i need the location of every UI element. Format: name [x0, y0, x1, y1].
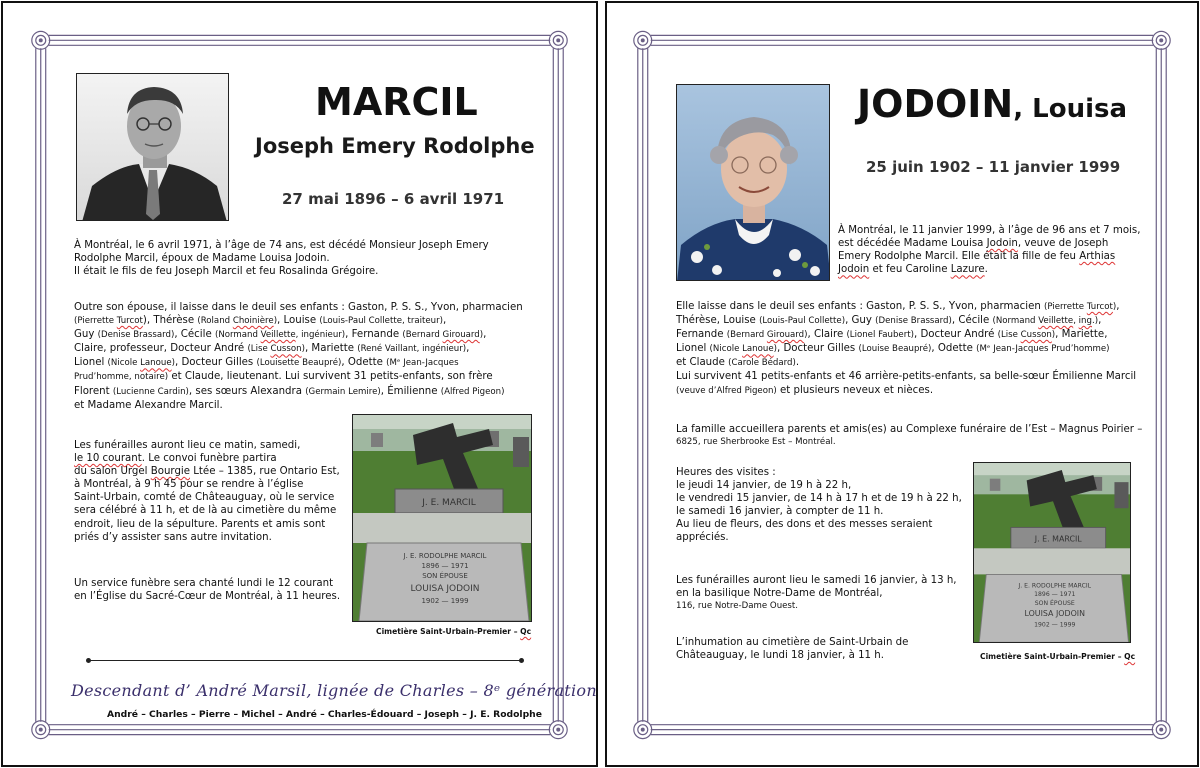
text-span: (Normand: [214, 330, 261, 341]
portrait-photo-rodolphe: [76, 73, 229, 221]
tombstone-caption: [980, 652, 1135, 661]
text-span: , Odette: [341, 357, 387, 369]
text-span: est décédée Madame Louisa: [838, 238, 987, 250]
paragraph-death-notice: [74, 239, 544, 278]
text-line: À Montréal, le 6 avril 1971, à l’âge de 74 ans, est décédé Monsieur Joseph Emery: [74, 240, 489, 251]
text-span: ): [1112, 302, 1117, 312]
surname-marcil: MARCIL: [315, 80, 478, 124]
tomb-engraving-line: 1902 — 1999: [421, 597, 469, 605]
text-span: (René Vaillant, ingénieur): [357, 344, 467, 355]
text-span: (Bernard: [402, 330, 443, 341]
text-span: du salon Urgel: [74, 466, 151, 478]
text-span: (Roland: [197, 316, 233, 327]
text-line: le samedi 16 janvier, à compter de 11 h.: [676, 506, 884, 518]
tomb-engraving-line: LOUISA JODOIN: [410, 584, 480, 594]
text-span: Veillette: [260, 330, 296, 341]
text-line: Au lieu de fleurs, des dons et des messes seraient: [676, 519, 933, 531]
given-name-text: , Louisa: [1013, 94, 1128, 124]
tomb-engraving-line: 1896 — 1971: [421, 562, 469, 570]
text-line: Il était le fils de feu Joseph Marcil et feu Rosalinda Grégoire.: [74, 266, 379, 278]
tombstone-caption: [376, 627, 531, 636]
text-line: [676, 314, 1161, 328]
text-span: , Docteur André: [913, 329, 998, 341]
text-span: , Mariette: [304, 343, 358, 355]
paragraph-funeral: [74, 439, 344, 544]
text-span: (Alfred Pigeon): [440, 386, 505, 397]
text-span: .: [984, 264, 988, 276]
text-span: le 10 courant: [74, 453, 142, 465]
text-line: [74, 356, 554, 370]
text-line: 6825, rue Sherbrooke Est – Montréal.: [676, 437, 836, 448]
caption-text: Cimetière Saint-Urbain-Premier –: [376, 627, 521, 636]
text-span: , Docteur Gilles: [776, 343, 859, 355]
text-line: Heures des visites :: [676, 467, 776, 478]
text-line: appréciés.: [676, 532, 729, 544]
text-span: (Pierrette: [74, 316, 117, 327]
text-span: Veillette: [1038, 316, 1074, 327]
text-span: (Nicole: [709, 344, 743, 355]
text-line: Rodolphe Marcil, époux de Madame Louisa Jodoin.: [74, 253, 330, 265]
text-line: Saint-Urbain, comté de Châteauguay, où le service: [74, 492, 335, 504]
tomb-engraving-top: J. E. MARCIL: [1034, 534, 1082, 544]
text-span: Lionel: [676, 343, 710, 355]
obituary-page-marcil: [1, 1, 598, 767]
text-span: Elle laisse dans le deuil ses enfants : Gaston, P. S. S., Yvon, pharmacien: [676, 301, 1045, 312]
text-line: [74, 342, 554, 356]
text-span: (Carole Bédard): [728, 358, 796, 369]
text-span: Jodoin: [838, 264, 870, 276]
text-span: et plusieurs neveux et nièces.: [776, 384, 934, 396]
tomb-engraving-line: LOUISA JODOIN: [1024, 609, 1086, 619]
text-span: ): [773, 344, 777, 355]
text-span: Cusson: [270, 344, 302, 355]
text-span: , Mariette,: [1055, 329, 1108, 341]
text-span: (Nicole: [107, 358, 141, 369]
text-span: ): [1051, 330, 1056, 341]
text-line: [838, 263, 1158, 276]
tombstone-photo: [973, 462, 1131, 643]
text-span: Fernande: [676, 329, 727, 341]
paragraph-burial: [676, 636, 976, 662]
text-span: Jodoin: [986, 238, 1018, 250]
text-line: en la basilique Notre-Dame de Montréal,: [676, 588, 883, 600]
text-line: [74, 370, 554, 384]
life-dates-rodolphe: 27 mai 1896 – 6 avril 1971: [282, 190, 505, 208]
text-span: Cusson: [1020, 330, 1052, 341]
text-span: , Docteur Gilles: [174, 357, 257, 369]
text-line: [676, 356, 1161, 370]
tomb-engraving-line: J. E. RODOLPHE MARCIL: [1018, 582, 1092, 590]
paragraph-death-notice: [838, 224, 1158, 276]
text-line: [838, 237, 1158, 250]
tomb-engraving-line: SON ÉPOUSE: [1034, 599, 1075, 607]
text-line: le vendredi 15 janvier, de 14 h à 17 h et de 19 h à 22 h,: [676, 493, 962, 505]
tombstone-photo: [352, 414, 532, 622]
divider-end-dot: [519, 658, 524, 663]
text-span: , Louise: [277, 315, 320, 327]
text-span: (Mᵉ Jean-Jacques Prud’homme): [976, 344, 1110, 355]
text-line: Les funérailles auront lieu ce matin, samedi,: [74, 440, 301, 451]
tomb-engraving-line: 1896 — 1971: [1034, 591, 1076, 599]
text-span: ): [301, 344, 305, 355]
text-span: (Lise: [997, 330, 1021, 341]
text-span: Girouard: [766, 330, 805, 341]
surname-text: JODOIN: [857, 82, 1014, 126]
text-span: Claire, professeur, Docteur André: [74, 343, 248, 355]
text-line: et Madame Alexandre Marcil.: [74, 399, 223, 411]
text-span: (Lionel Faubert): [846, 330, 914, 341]
text-span: ), Thérèse: [142, 315, 198, 327]
caption-province: Qc: [520, 627, 532, 636]
text-line: à Montréal, à 9 h 45 pour se rendre à l’église: [74, 479, 304, 491]
text-span: ,: [443, 315, 447, 327]
text-span: (Germain Lemire): [305, 386, 381, 397]
text-span: (Denise Brassard): [97, 330, 175, 341]
text-line: [838, 250, 1158, 263]
text-span: (Pierrette: [1044, 302, 1087, 312]
portrait-photo-louisa: [676, 84, 830, 281]
text-line: Un service funèbre sera chanté lundi le 12 courant: [74, 578, 334, 589]
text-span: (veuve d’Alfred Pigeon): [676, 385, 777, 396]
tomb-engraving-line: J. E. RODOLPHE MARCIL: [403, 552, 487, 560]
text-span: , Guy: [845, 315, 876, 327]
text-span: Bourgie: [150, 466, 191, 478]
text-span: Lionel: [74, 357, 108, 369]
text-span: ): [171, 358, 175, 369]
tomb-engraving-top: J. E. MARCIL: [422, 498, 476, 508]
text-span: Guy: [74, 329, 98, 341]
text-span: , veuve de Joseph: [1017, 238, 1109, 250]
text-span: Choinière: [232, 316, 274, 327]
text-span: , ses sœurs Alexandra: [188, 385, 306, 397]
text-span: Ltée – 1385, rue Ontario Est,: [190, 466, 340, 478]
text-span: , Émilienne: [380, 385, 441, 397]
paragraph-survivors: [676, 300, 1161, 398]
text-line: [74, 314, 554, 328]
text-line: [74, 385, 554, 399]
text-span: ing: [1078, 316, 1092, 327]
text-line: L’inhumation au cimetière de Saint-Urbain de: [676, 637, 909, 648]
text-span: , Cécile: [174, 329, 215, 341]
text-span: .): [1091, 316, 1099, 327]
text-span: ,: [1098, 315, 1102, 327]
text-line: Châteauguay, le lundi 18 janvier, à 11 h.: [676, 650, 884, 662]
text-span: ,: [1116, 301, 1120, 312]
caption-text: Cimetière Saint-Urbain-Premier –: [980, 652, 1125, 661]
text-span: Thérèse, Louise: [676, 315, 760, 327]
text-line: [676, 342, 1161, 356]
paragraph-service: [74, 577, 349, 603]
text-span: . Le convoi funèbre partira: [141, 453, 277, 465]
text-span: ,: [466, 343, 470, 355]
text-span: et Claude, lieutenant. Lui survivent 31 petits-enfants, son frère: [168, 371, 493, 383]
text-span: Florent: [74, 385, 113, 397]
text-span: , ingénieur): [295, 330, 346, 341]
text-span: et feu Caroline: [869, 264, 951, 276]
text-span: ,: [1073, 316, 1079, 327]
text-span: Lanoue: [742, 344, 774, 355]
text-line: Outre son épouse, il laisse dans le deuil ses enfants : Gaston, P. S. S., Yvon, pharmacien: [74, 302, 523, 313]
text-span: Girouard: [442, 330, 480, 341]
divider-rule: [89, 660, 522, 661]
obituary-page-jodoin: [605, 1, 1199, 767]
tomb-engraving-line: 1902 — 1999: [1034, 621, 1076, 629]
text-span: , Odette: [931, 343, 977, 355]
text-span: ): [804, 330, 808, 341]
tomb-engraving-line: SON ÉPOUSE: [422, 572, 468, 580]
lineage-line: André – Charles – Pierre – Michel – André – Charles-Édouard – Joseph – J. E. Rodolphe: [107, 709, 542, 720]
text-span: Turcot: [1086, 302, 1113, 312]
text-span: Turcot: [116, 316, 143, 327]
paragraph-funeral: [676, 574, 976, 613]
text-span: .: [795, 357, 800, 369]
text-span: Emery Rodolphe Marcil. Elle était la fille de feu: [838, 251, 1080, 263]
text-line: priés d’y assister sans autre invitation.: [74, 531, 272, 543]
text-span: , Claire: [807, 329, 847, 341]
text-span: (Louise Beaupré): [858, 344, 932, 355]
text-line: Lui survivent 41 petits-enfants et 46 arrière-petits-enfants, sa belle-sœur Émilienne Marcil: [676, 371, 1137, 383]
text-line: À Montréal, le 11 janvier 1999, à l’âge de 96 ans et 7 mois,: [838, 225, 1141, 236]
text-span: ): [479, 330, 484, 341]
life-dates-louisa: 25 juin 1902 – 11 janvier 1999: [866, 158, 1121, 176]
text-line: endroit, lieu de la sépulture. Parents et amis sont: [74, 518, 326, 530]
text-span: (Lise: [247, 344, 271, 355]
text-span: Lazure: [950, 264, 985, 276]
text-span: (Mᵉ Jean-Jacques: [386, 358, 459, 369]
descendant-line: Descendant d’ André Marsil, lignée de Charles – 8ᵉ génération: [71, 681, 597, 700]
text-line: le jeudi 14 janvier, de 19 h à 22 h,: [676, 480, 852, 492]
text-line: en l’Église du Sacré-Cœur de Montréal, à 11 heures.: [74, 591, 341, 603]
surname-jodoin: [857, 82, 1127, 126]
text-line: La famille accueillera parents et amis(es) au Complexe funéraire de l’Est – Magnus Poirier –: [676, 424, 1143, 435]
text-line: [74, 452, 344, 465]
text-line: sera célébré à 11 h, et de là au cimetière du même: [74, 505, 337, 517]
text-span: (Denise Brassard): [875, 316, 952, 327]
text-span: Prud’homme, notaire): [74, 372, 169, 383]
given-names-rodolphe: Joseph Emery Rodolphe: [255, 134, 535, 158]
text-line: [74, 328, 554, 342]
paragraph-visiting-hours: [676, 466, 976, 545]
text-span: Lanoue: [140, 358, 172, 369]
text-line: [676, 328, 1161, 342]
paragraph-visitation-place: [676, 423, 1161, 449]
text-span: (Louis-Paul Collette, traiteur): [319, 316, 444, 327]
text-line: [676, 300, 1161, 314]
text-span: Arthias: [1079, 251, 1116, 263]
text-line: 116, rue Notre-Dame Ouest.: [676, 601, 799, 612]
caption-province: Qc: [1124, 652, 1136, 661]
text-span: (Louisette Beaupré): [256, 358, 342, 369]
text-span: , Fernande: [345, 329, 403, 341]
text-span: (Lucienne Cardin): [112, 386, 189, 397]
text-span: (Bernard: [726, 330, 767, 341]
text-line: [74, 465, 344, 478]
text-span: ): [273, 316, 278, 327]
text-span: et Claude: [676, 357, 729, 369]
text-span: (Louis-Paul Collette): [759, 316, 846, 327]
text-line: [676, 384, 1161, 398]
text-span: (Normand: [992, 316, 1039, 327]
paragraph-survivors: [74, 301, 554, 412]
text-span: ,: [483, 329, 487, 341]
text-line: Les funérailles auront lieu le samedi 16 janvier, à 13 h,: [676, 575, 957, 586]
text-span: , Cécile: [951, 315, 993, 327]
